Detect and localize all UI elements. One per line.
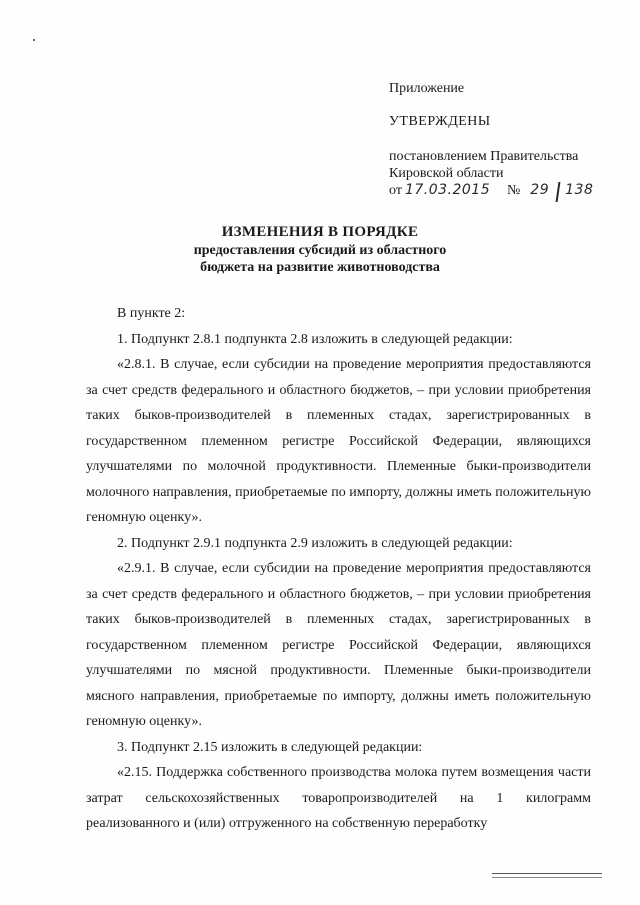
resolution-date-number-row [389,182,619,202]
paragraph-item-1: 1. Подпункт 2.8.1 подпункта 2.8 изложить в следующей редакции: [117,331,513,347]
title-sub-line-1: предоставления субсидий из областного [193,243,447,258]
title-main: ИЗМЕНЕНИЯ В ПОРЯДКЕ [221,224,419,240]
footer-double-rule [492,873,602,874]
approved-heading-text: УТВЕРЖДЕНЫ [389,114,491,129]
from-label: от [389,183,402,198]
paragraph-quote-2-9-1: «2.9.1. В случае, если субсидии на проведение мероприятия предоставляются за счет средств федерального и областного бюджетов, – при условии приобретения таких быков-производителей в племенных стадах, зарегистрированных в государственном племенном регистре Российской Федерации, являющихся улучшателями по мясной продуктивности. Племенные быки-производители мясного направления, приобретаемые по импорту, должны иметь положительную геномную оценку». [86,561,591,729]
resolution-line-1: постановлением Правительства [389,149,579,164]
paragraph-item-2: 2. Подпункт 2.9.1 подпункта 2.9 изложить в следующей редакции: [117,535,513,551]
scan-speck [33,39,35,41]
paragraph-quote-2-8-1: «2.8.1. В случае, если субсидии на проведение мероприятия предоставляются за счет средств федерального и областного бюджетов, – при условии приобретения таких быков-производителей в племенных стадах, зарегистрированных в государственном племенном регистре Российской Федерации, являющихся улучшателями по молочной продуктивности. Племенные быки-производители молочного направления, приобретаемые по импорту, должны иметь положительную геномную оценку». [86,357,591,525]
number-sign: № [506,183,521,198]
handwritten-number: 29 [530,182,550,198]
handwritten-slash [556,182,561,202]
paragraph-item-3: 3. Подпункт 2.15 изложить в следующей редакции: [117,739,423,755]
appendix-label [389,80,619,97]
resolution-line-2: Кировской области [389,166,504,181]
document-body [86,301,591,837]
appendix-label-text: Приложение [389,81,465,96]
approved-heading [389,113,619,130]
paragraph-quote-2-15: «2.15. Поддержка собственного производства молока путем возмещения части затрат сельскохозяйственных товаропроизводителей на 1 килограмм реализованного и (или) отгруженного на собственную переработку [86,765,591,831]
paragraph-intro: В пункте 2: [117,306,186,321]
title-sub-line-2: бюджета на развитие животноводства [200,260,440,275]
resolution-reference [389,148,619,202]
handwritten-date: 17.03.2015 [404,182,491,198]
document-title [120,222,520,276]
handwritten-number-suffix: 138 [565,182,594,198]
